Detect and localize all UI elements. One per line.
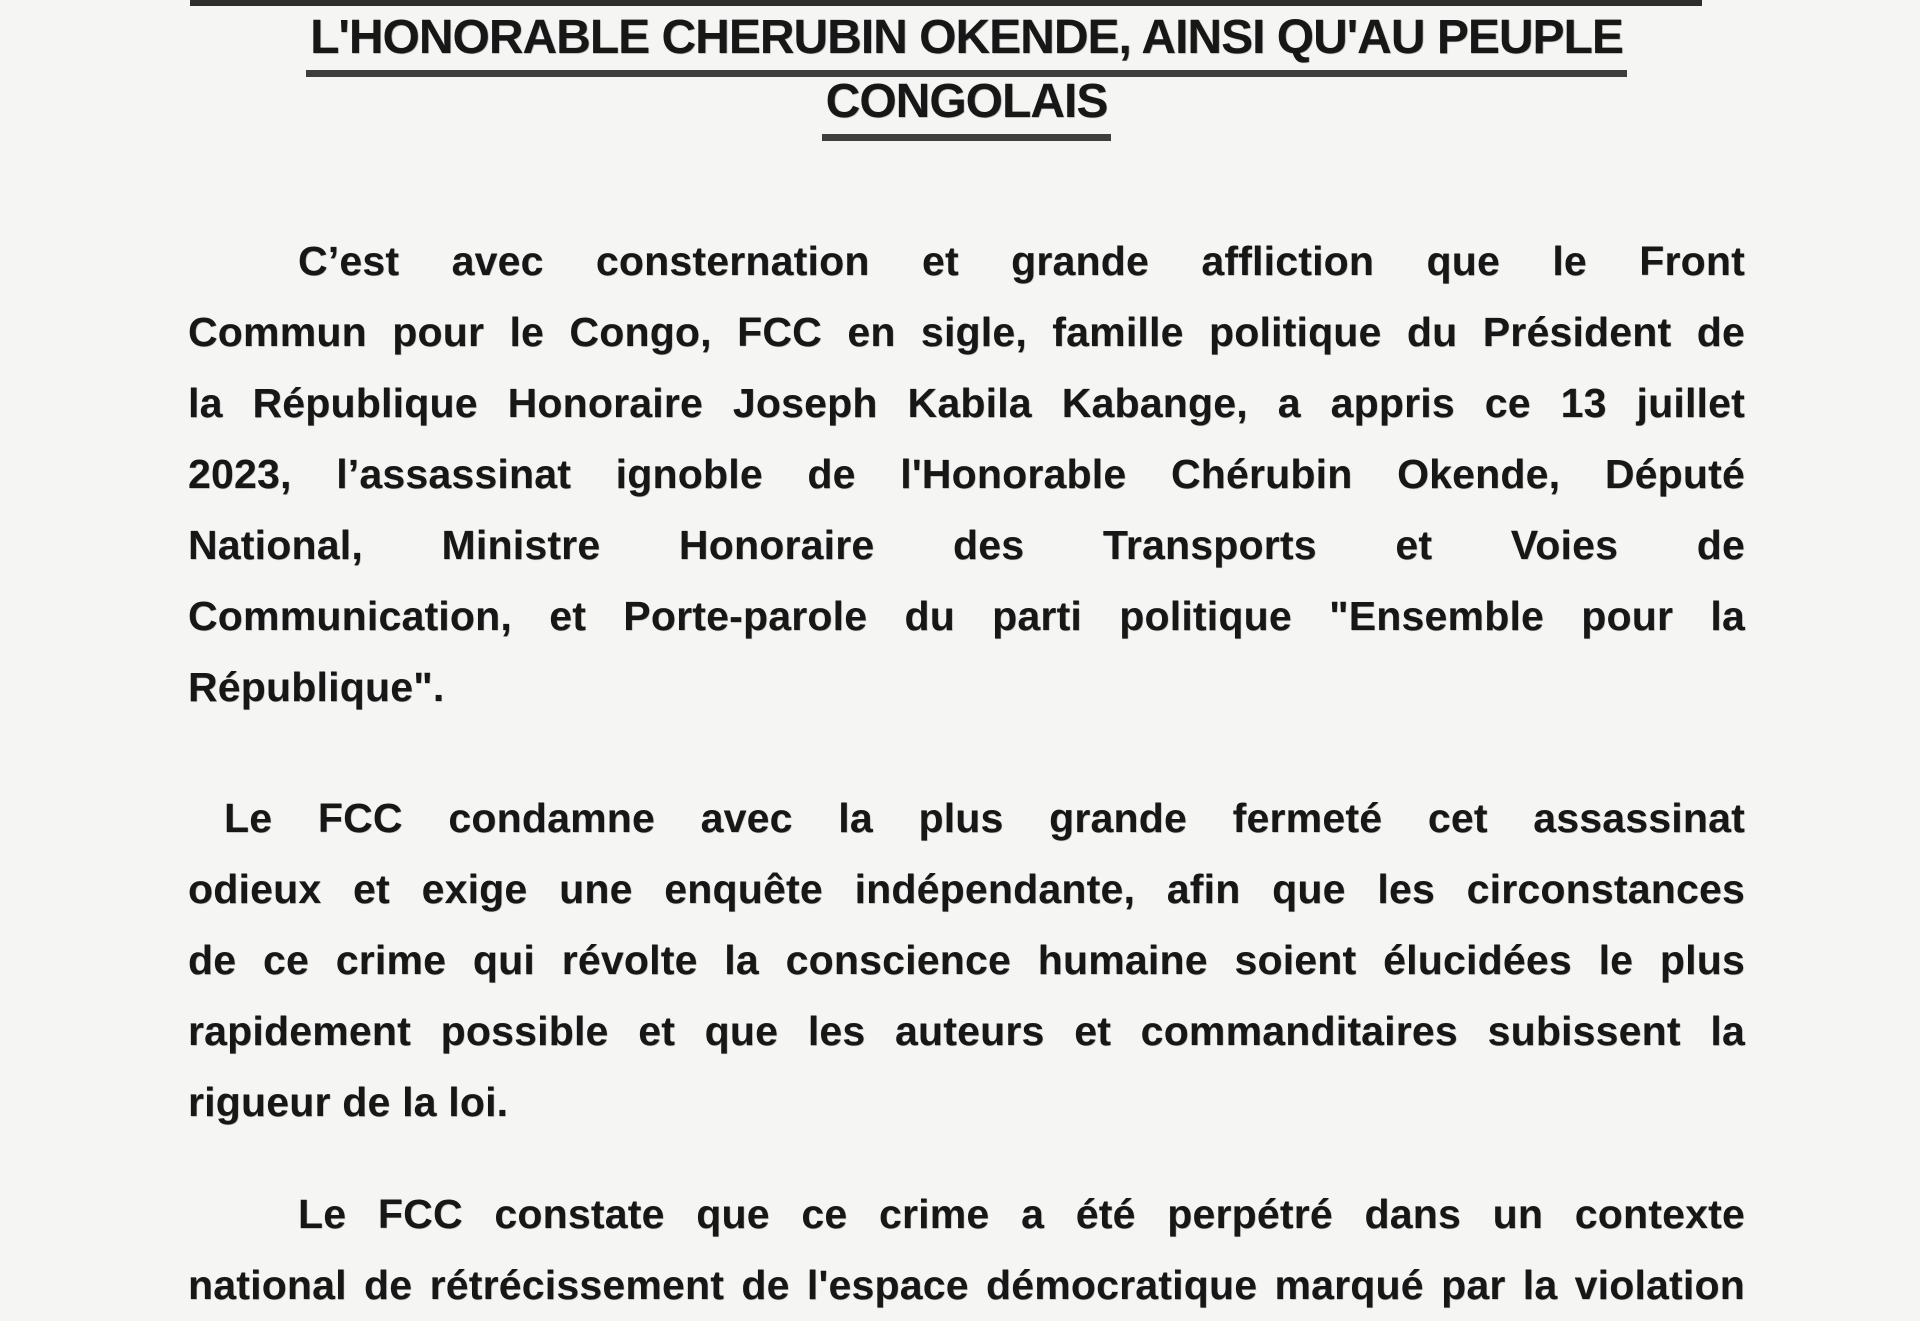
paragraph-line: C’est avec consternation et grande affliction que le Front [298, 238, 1745, 284]
paragraph-line: National, Ministre Honoraire des Transports et Voies de [188, 522, 1745, 568]
document-title-line-1 [188, 6, 1745, 70]
document-title-line-2 [188, 70, 1745, 134]
paragraph-line: 2023, l’assassinat ignoble de l'Honorable Chérubin Okende, Député [188, 451, 1745, 497]
paragraph-line: la République Honoraire Joseph Kabila Kabange, a appris ce 13 juillet [188, 380, 1745, 426]
paragraph-line: Communication, et Porte-parole du parti politique "Ensemble pour la [188, 593, 1745, 639]
paragraph-line: de ce crime qui révolte la conscience humaine soient élucidées le plus [188, 937, 1745, 983]
paragraph-2 [188, 783, 1745, 1138]
paragraph-line-partially-clipped: national de rétrécissement de l'espace démocratique marqué par la violation [188, 1262, 1745, 1308]
title-underlined-text-1: L'HONORABLE CHERUBIN OKENDE, AINSI QU'AU PEUPLE [306, 9, 1627, 77]
paragraph-line: Le FCC condamne avec la plus grande fermeté cet assassinat [224, 795, 1745, 841]
paragraph-line: rapidement possible et que les auteurs et commanditaires subissent la [188, 1008, 1745, 1054]
paragraph-line: odieux et exige une enquête indépendante, afin que les circonstances [188, 866, 1745, 912]
paragraph-line: République". [188, 664, 445, 710]
paragraph-line: Le FCC constate que ce crime a été perpétré dans un contexte [298, 1191, 1745, 1237]
paragraph-3 [188, 1179, 1745, 1321]
paragraph-1 [188, 226, 1745, 723]
paragraph-line: Commun pour le Congo, FCC en sigle, famille politique du Président de [188, 309, 1745, 355]
paragraph-line: rigueur de la loi. [188, 1079, 509, 1125]
title-underlined-text-2: CONGOLAIS [822, 73, 1112, 141]
document-content [188, 0, 1745, 1321]
